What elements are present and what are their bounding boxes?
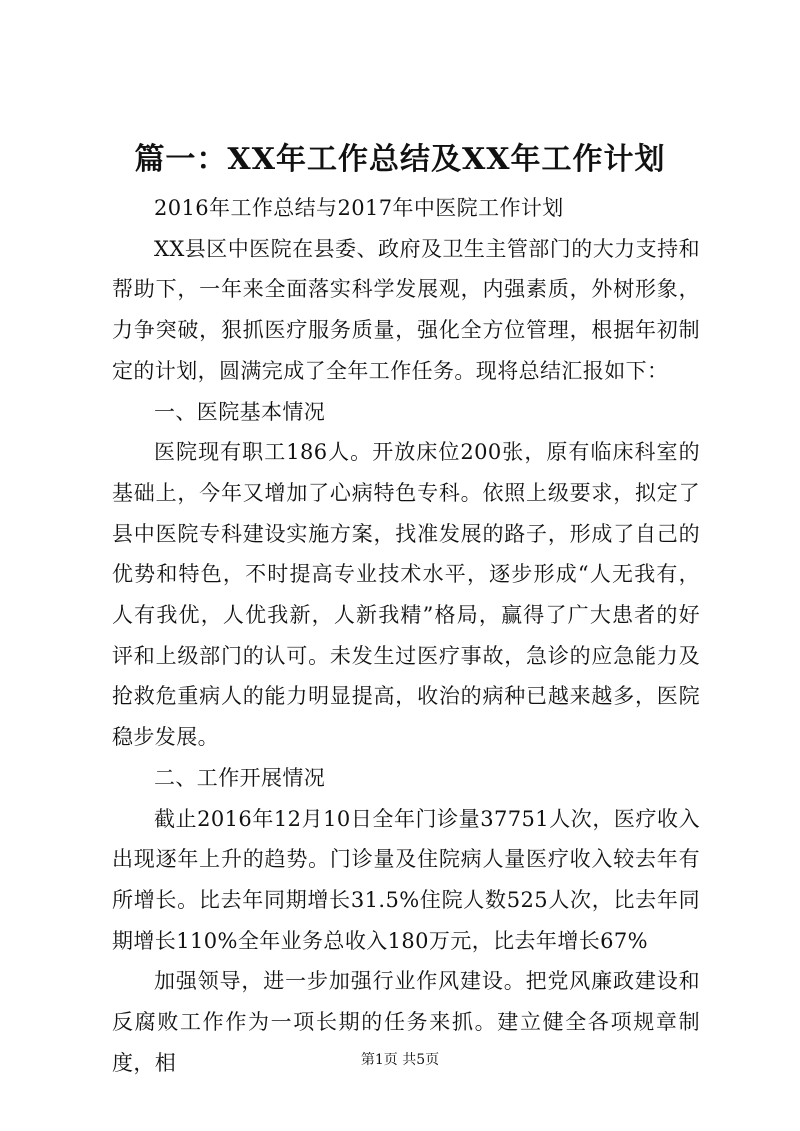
intro-paragraph: XX县区中医院在县委、政府及卫生主管部门的大力支持和帮助下，一年来全面落实科学发展观，内强素质，外树形象，力争突破，狠抓医疗服务质量，强化全方位管理，根据年初制定的计划，圆满完成了全年工作任务。现将总结汇报如下： bbox=[112, 236, 700, 383]
section-heading-work: 二、工作开展情况 bbox=[154, 765, 326, 790]
basic-info-paragraph: 医院现有职工186人。开放床位200张，原有临床科室的基础上，今年又增加了心病特色专科。依照上级要求，拟定了县中医院专科建设实施方案，找准发展的路子，形成了自己的优势和特色，不时提高专业技术水平，逐步形成“人无我有，人有我优，人优我新，人新我精”格局，赢得了广大患者的好评和上级部门的认可。未发生过医疗事故，急诊的应急能力及抢救危重病人的能力明显提高，收治的病种已越来越多，医院稳步发展。 bbox=[112, 440, 700, 750]
leadership-paragraph: 加强领导，进一步加强行业作风建设。把党风廉政建设和反腐败工作作为一项长期的任务来抓。建立健全各项规章制度，相 bbox=[112, 969, 700, 1075]
document-body bbox=[112, 188, 700, 1083]
section-heading-basic-info: 一、医院基本情况 bbox=[154, 399, 326, 424]
work-stats-paragraph: 截止2016年12月10日全年门诊量37751人次，医疗收入出现逐年上升的趋势。门诊量及住院病人量医疗收入较去年有所增长。比去年同期增长31.5%住院人数525人次，比去年同期增长110%全年业务总收入180万元，比去年增长67% bbox=[112, 806, 700, 953]
subtitle-paragraph: 2016年工作总结与2017年中医院工作计划 bbox=[154, 196, 564, 220]
document-title: 篇一：XX年工作总结及XX年工作计划 bbox=[134, 142, 666, 177]
page-footer: 第1页 共5页 bbox=[360, 1052, 440, 1068]
